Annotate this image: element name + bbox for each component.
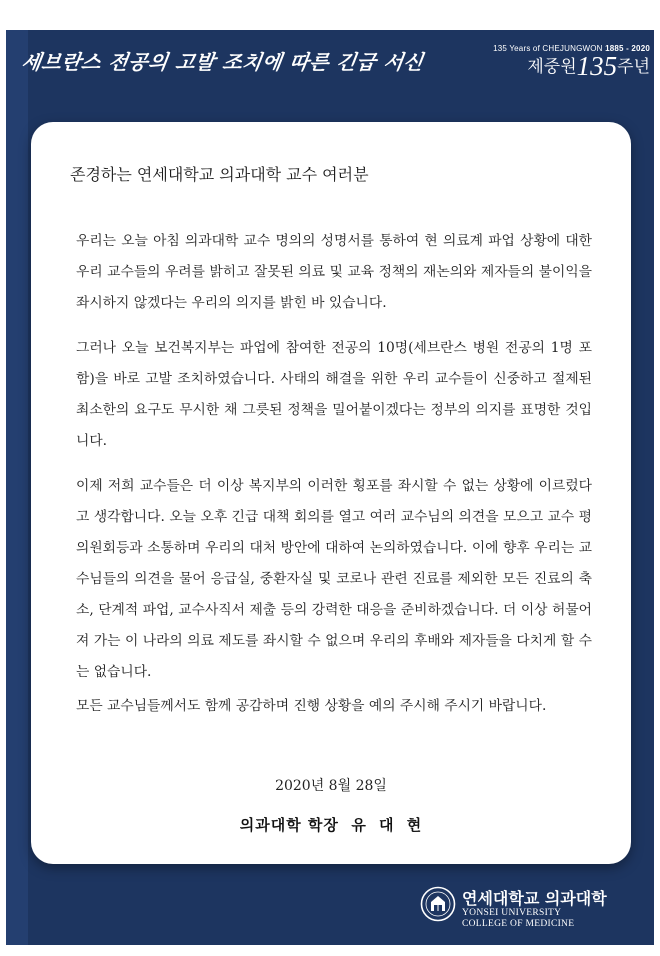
logo-english-line-2: COLLEGE OF MEDICINE [462, 919, 575, 929]
anniversary-caption [490, 44, 650, 53]
paragraph-4: 모든 교수님들께서도 함께 공감하며 진행 상황을 예의 주시해 주시기 바랍니다. [76, 698, 547, 714]
university-logo [420, 884, 650, 936]
anniversary-mark [490, 44, 650, 79]
university-seal-icon [420, 886, 456, 922]
anniversary-title [490, 51, 650, 81]
anniversary-number: 135 [576, 51, 618, 81]
letter-date: 2020년 8월 28일 [275, 778, 387, 794]
signature [31, 814, 631, 835]
paragraph-3: 이제 저희 교수들은 더 이상 복지부의 이러한 횡포를 좌시할 수 없는 상황에 이르렀다고 생각합니다. 오늘 오후 긴급 대책 회의를 열고 여러 교수님의 의견을 모으고 교수 평의원회등과 소통하며 우리의 대처 방안에 대하여 논의하였습니다. 이에 향후 우리는 교수님들의 의견을 물어 응급실, 중환자실 및 코로나 관련 진료를 제외한 모든 진료의 축소, 단계적 파업, 교수사직서 제출 등의 강력한 대응을 준비하겠습니다. 더 이상 허물어져 가는 이 나라의 의료 제도를 좌시할 수 없으며 우리의 후배와 제자들을 다치게 할 수는 없습니다. [76, 478, 592, 680]
side-strip [6, 30, 28, 945]
header-title: 세브란스 전공의 고발 조치에 따른 긴급 서신 [20, 50, 426, 74]
paragraph-2: 그러나 오늘 보건복지부는 파업에 참여한 전공의 10명(세브란스 병원 전공의 1명 포함)을 바로 고발 조치하였습니다. 사태의 해결을 위한 우리 교수들이 신중하고 절제된 최소한의 요구도 무시한 채 그릇된 정책을 밀어붙이겠다는 정부의 의지를 표명한 것입니다. [76, 340, 592, 449]
paragraph-1: 우리는 오늘 아침 의과대학 교수 명의의 성명서를 통하여 현 의료계 파업 상황에 대한 우리 교수들의 우려를 밝히고 잘못된 의료 및 교육 정책의 재논의와 제자들의 불이익을 좌시하지 않겠다는 우리의 의지를 밝힌 바 있습니다. [76, 233, 592, 311]
anniversary-suffix: 주년 [617, 57, 650, 76]
logo-name-korean: 연세대학교 의과대학 [462, 889, 607, 908]
signature-title: 의과대학 학장 [239, 816, 339, 834]
logo-name-english [462, 908, 574, 930]
letter-greeting: 존경하는 연세대학교 의과대학 교수 여러분 [70, 165, 369, 184]
signature-name: 유 대 현 [351, 816, 423, 834]
anniversary-years: 1885 - 2020 [605, 44, 650, 53]
anniversary-small-text: 135 Years of CHEJUNGWON [493, 44, 603, 53]
anniversary-name: 제중원 [527, 57, 577, 76]
logo-english-line-1: YONSEI UNIVERSITY [462, 908, 562, 918]
